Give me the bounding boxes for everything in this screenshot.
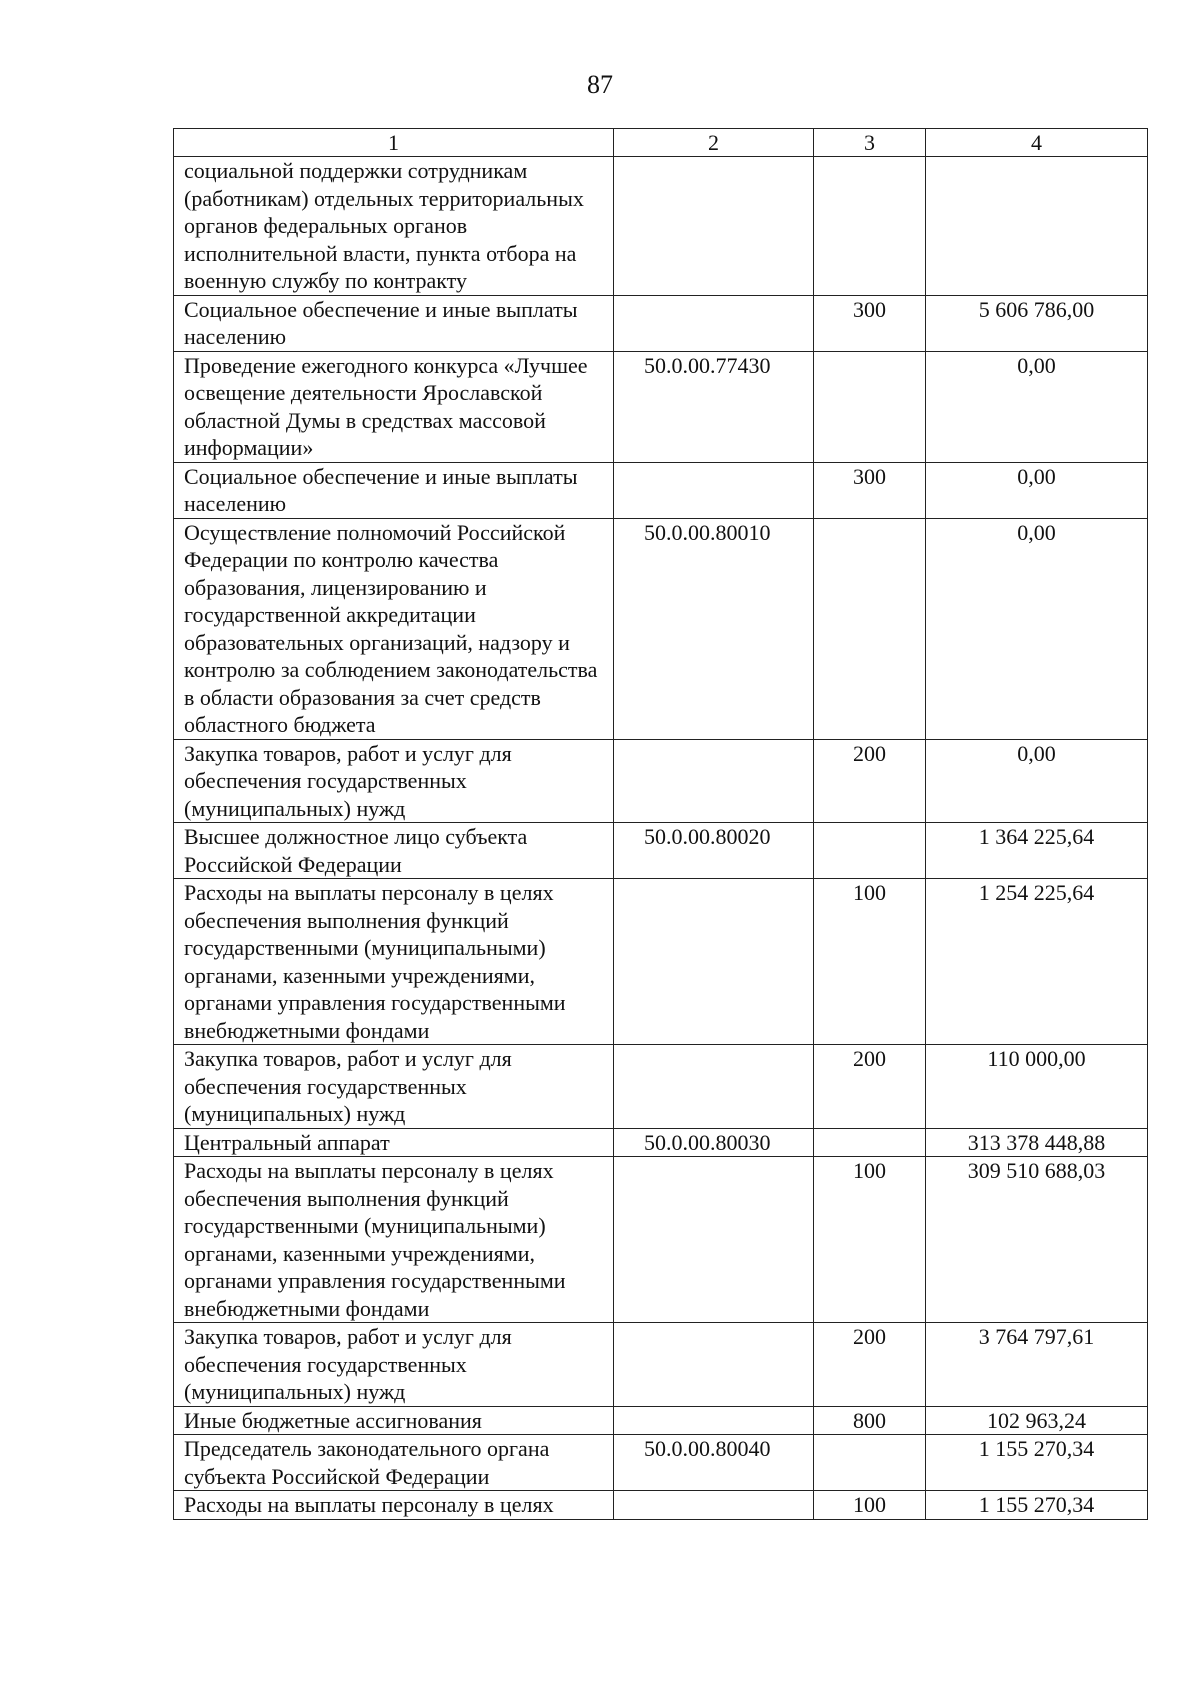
table-row [174,739,1148,823]
table-header-row [174,129,1148,157]
row-amount-cell: 110 000,00 [926,1045,1148,1129]
row-name-cell: Закупка товаров, работ и услуг для обеспечения государственных (муниципальных) нужд [174,1323,614,1407]
table-row [174,1323,1148,1407]
column-header-3: 3 [814,129,926,157]
row-amount-cell [926,157,1148,296]
row-name-cell: Проведение ежегодного конкурса «Лучшее освещение деятельности Ярославской областной Думы в средствах массовой информации» [174,351,614,462]
row-type-cell [814,823,926,879]
row-code-cell [614,1406,814,1435]
row-name-cell: Закупка товаров, работ и услуг для обеспечения государственных (муниципальных) нужд [174,739,614,823]
row-type-cell: 200 [814,1323,926,1407]
row-type-cell: 100 [814,1157,926,1323]
row-code-cell: 50.0.00.80010 [614,518,814,739]
row-code-cell [614,1491,814,1520]
row-amount-cell: 309 510 688,03 [926,1157,1148,1323]
row-code-cell [614,157,814,296]
column-header-1: 1 [174,129,614,157]
row-amount-cell: 313 378 448,88 [926,1128,1148,1157]
row-type-cell [814,351,926,462]
row-name-cell: социальной поддержки сотрудникам (работникам) отдельных территориальных органов федеральных органов исполнительной власти, пункта отбора на военную службу по контракту [174,157,614,296]
row-amount-cell: 102 963,24 [926,1406,1148,1435]
column-header-2: 2 [614,129,814,157]
row-name-cell: Иные бюджетные ассигнования [174,1406,614,1435]
row-amount-cell: 0,00 [926,518,1148,739]
table-row [174,823,1148,879]
row-code-cell [614,1157,814,1323]
table-row [174,879,1148,1045]
row-type-cell [814,157,926,296]
row-code-cell: 50.0.00.77430 [614,351,814,462]
row-amount-cell: 5 606 786,00 [926,295,1148,351]
row-type-cell: 100 [814,1491,926,1520]
row-code-cell: 50.0.00.80020 [614,823,814,879]
row-code-cell [614,879,814,1045]
column-header-4: 4 [926,129,1148,157]
row-name-cell: Осуществление полномочий Российской Федерации по контролю качества образования, лицензированию и государственной аккредитации образовательных организаций, надзору и контролю за соблюдением законодательства в области образования за счет средств областного бюджета [174,518,614,739]
row-code-cell [614,739,814,823]
row-type-cell: 800 [814,1406,926,1435]
row-name-cell: Высшее должностное лицо субъекта Российской Федерации [174,823,614,879]
row-name-cell: Социальное обеспечение и иные выплаты населению [174,462,614,518]
table-row [174,295,1148,351]
row-type-cell [814,1435,926,1491]
table-row [174,518,1148,739]
budget-table [173,128,1148,1520]
row-type-cell: 200 [814,1045,926,1129]
row-type-cell [814,518,926,739]
row-name-cell: Закупка товаров, работ и услуг для обеспечения государственных (муниципальных) нужд [174,1045,614,1129]
table-row [174,462,1148,518]
page-number: 87 [587,70,613,99]
row-name-cell: Социальное обеспечение и иные выплаты населению [174,295,614,351]
table-row [174,1435,1148,1491]
row-amount-cell: 1 155 270,34 [926,1491,1148,1520]
row-name-cell: Расходы на выплаты персоналу в целях [174,1491,614,1520]
row-name-cell: Центральный аппарат [174,1128,614,1157]
row-type-cell: 200 [814,739,926,823]
row-code-cell: 50.0.00.80040 [614,1435,814,1491]
row-type-cell: 300 [814,295,926,351]
row-amount-cell: 0,00 [926,739,1148,823]
row-code-cell [614,462,814,518]
row-type-cell: 300 [814,462,926,518]
table-row [174,1128,1148,1157]
row-code-cell [614,295,814,351]
row-amount-cell: 1 364 225,64 [926,823,1148,879]
row-amount-cell: 0,00 [926,351,1148,462]
row-name-cell: Председатель законодательного органа субъекта Российской Федерации [174,1435,614,1491]
row-amount-cell: 3 764 797,61 [926,1323,1148,1407]
row-code-cell [614,1045,814,1129]
row-code-cell: 50.0.00.80030 [614,1128,814,1157]
table-row [174,1491,1148,1520]
table-row [174,1157,1148,1323]
table-row [174,157,1148,296]
table-row [174,351,1148,462]
row-name-cell: Расходы на выплаты персоналу в целях обеспечения выполнения функций государственными (муниципальными) органами, казенными учреждениями, органами управления государственными внебюджетными фондами [174,1157,614,1323]
row-amount-cell: 1 254 225,64 [926,879,1148,1045]
table-row [174,1045,1148,1129]
row-amount-cell: 1 155 270,34 [926,1435,1148,1491]
row-type-cell [814,1128,926,1157]
budget-table-body [174,129,1148,1520]
row-name-cell: Расходы на выплаты персоналу в целях обеспечения выполнения функций государственными (муниципальными) органами, казенными учреждениями, органами управления государственными внебюджетными фондами [174,879,614,1045]
row-amount-cell: 0,00 [926,462,1148,518]
row-code-cell [614,1323,814,1407]
row-type-cell: 100 [814,879,926,1045]
table-row [174,1406,1148,1435]
